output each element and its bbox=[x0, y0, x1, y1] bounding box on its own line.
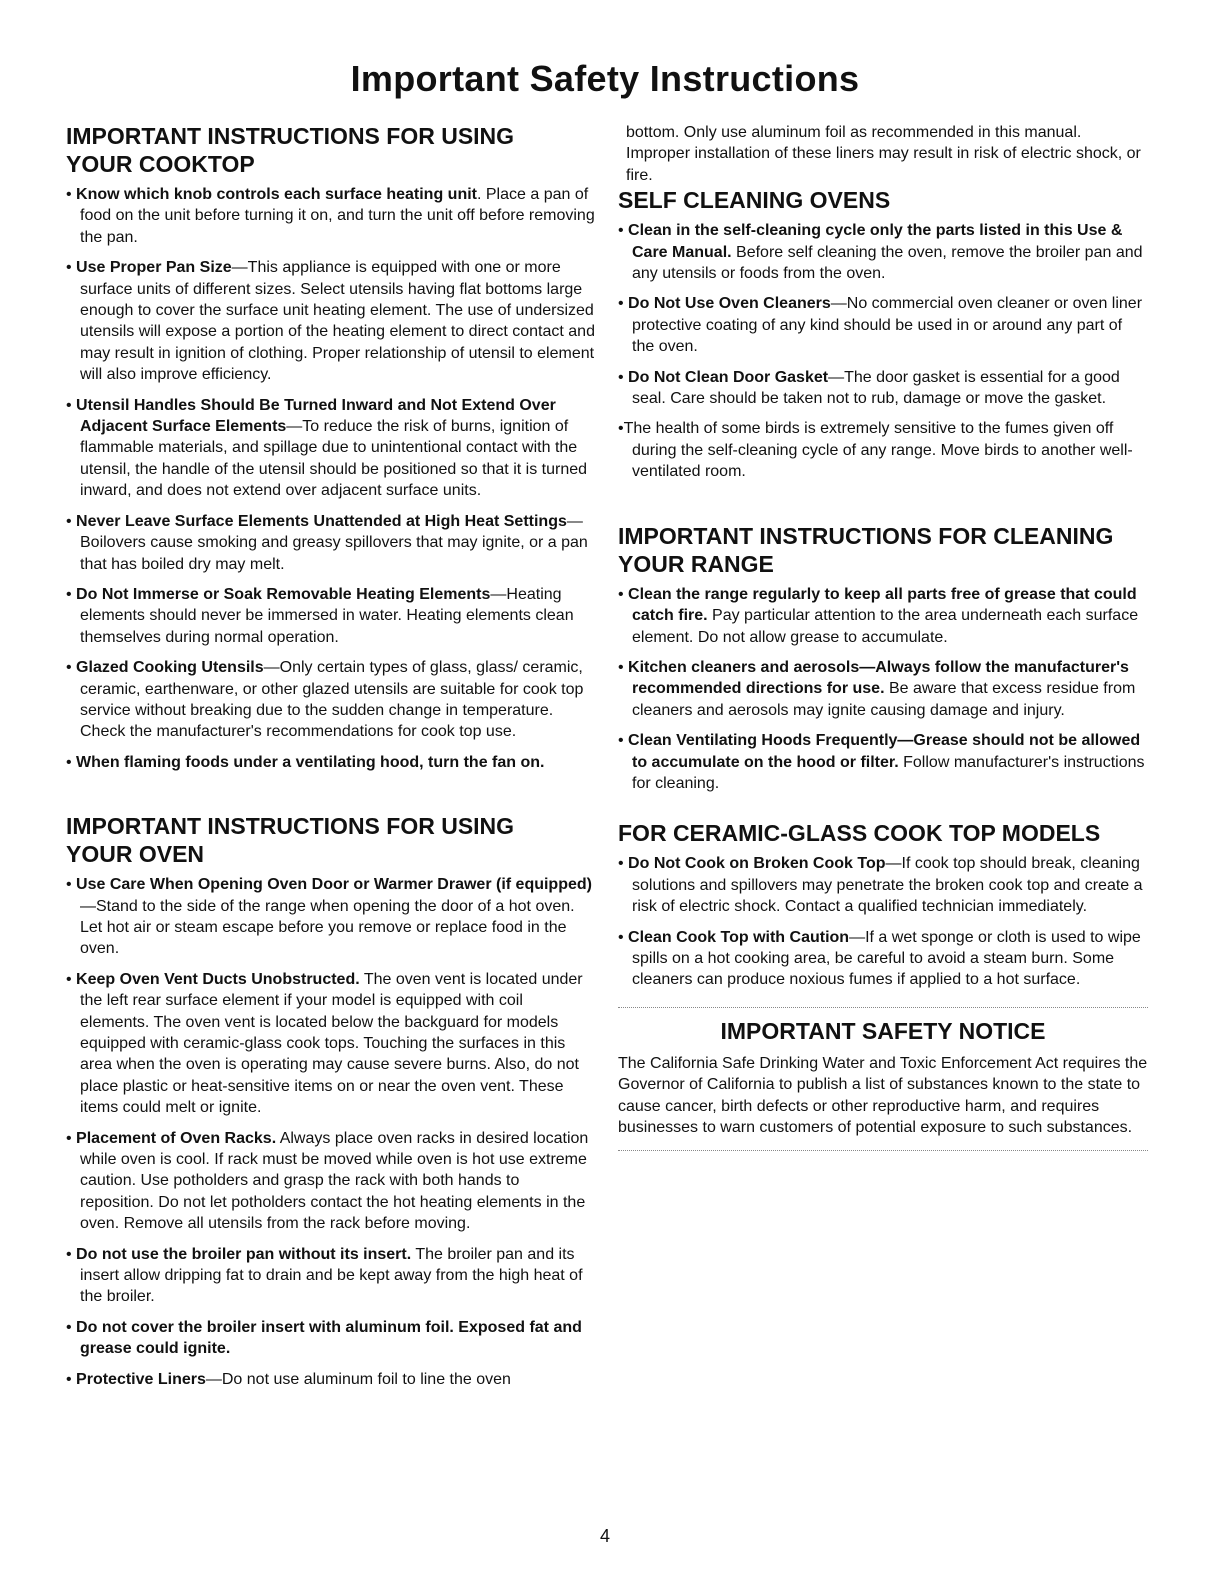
list-item-bold: Keep Oven Vent Ducts Unobstructed. bbox=[76, 970, 360, 988]
list-item-text: The broiler pan and its insert allow dripping fat to drain and be kept away from the high heat of the broiler. bbox=[80, 1245, 583, 1306]
cleaning-list bbox=[618, 584, 1148, 795]
list-item-text: —This appliance is equipped with one or more surface units of different sizes. Select utensils having flat bottoms large enough to cover the surface unit heating element. The use of undersized utensils will expose a portion of the heating element to direct contact and may result in ignition of clothing. Proper relationship of utensil to element will also improve efficiency. bbox=[80, 259, 595, 384]
list-item-bold: Clean Ventilating Hoods Frequently—Grease should not be allowed to accumulate on the hood or filter. bbox=[628, 732, 1141, 771]
list-item-bold: Placement of Oven Racks. bbox=[76, 1129, 277, 1147]
list-item-text: Pay particular attention to the area underneath each surface element. Do not allow grease to accumulate. bbox=[632, 607, 1139, 646]
list-item-bold: Do not cover the broiler insert with aluminum foil. Exposed fat and grease could ignite. bbox=[76, 1318, 582, 1358]
list-item-bold: Do Not Immerse or Soak Removable Heating Elements bbox=[76, 585, 491, 603]
list-item-bold: Use Proper Pan Size bbox=[76, 259, 232, 277]
list-item: • Clean Cook Top with Caution—If a wet sponge or cloth is used to wipe spills on a hot cooking area, be careful to avoid a steam burn. Some cleaners can produce noxious fumes if applied to a hot surface. bbox=[618, 928, 1141, 989]
list-item-text: —Heating elements should never be immersed in water. Heating elements clean themselves during normal operation. bbox=[80, 585, 574, 646]
list-item-bold: Clean in the self-cleaning cycle only the parts listed in this Use & Care Manual. bbox=[628, 222, 1123, 261]
list-item-bold: Protective Liners bbox=[76, 1370, 206, 1388]
list-item: • When flaming foods under a ventilating hood, turn the fan on. bbox=[66, 753, 545, 771]
list-item: • Never Leave Surface Elements Unattended at High Heat Settings—Boilovers cause smoking and greasy spillovers that may ignite, or a pan that has boiled dry may melt. bbox=[66, 512, 588, 573]
list-item: • Glazed Cooking Utensils—Only certain types of glass, glass/ ceramic, ceramic, earthenware, or other glazed utensils are suitable for cook top service without breaking due to the sudden change in temperature. Check the manufacturer's recommendations for cook top use. bbox=[66, 659, 584, 741]
list-item: • Clean Ventilating Hoods Frequently—Grease should not be allowed to accumulate on the hood or filter. Follow manufacturer's instructions for cleaning. bbox=[618, 732, 1145, 792]
list-item: • Protective Liners—Do not use aluminum foil to line the oven bbox=[66, 1370, 511, 1388]
list-item: • Do not cover the broiler insert with aluminum foil. Exposed fat and grease could ignite. bbox=[66, 1318, 582, 1358]
list-item-bold: Utensil Handles Should Be Turned Inward and Not Extend Over Adjacent Surface Elements bbox=[76, 396, 556, 436]
cooktop-list bbox=[66, 184, 596, 773]
cooktop-heading: IMPORTANT INSTRUCTIONS FOR USING YOUR COOKTOP bbox=[66, 123, 515, 177]
list-item-bold: Do Not Use Oven Cleaners bbox=[628, 295, 831, 313]
list-item: • Clean the range regularly to keep all parts free of grease that could catch fire. Pay particular attention to the area underneath each surface element. Do not allow grease to accumulate. bbox=[618, 585, 1139, 646]
list-item: • Use Care When Opening Oven Door or Warmer Drawer (if equipped)—Stand to the side of the range when opening the door of a hot oven. Let hot air or steam escape before you remove or replace food in the oven. bbox=[66, 876, 592, 958]
self-cleaning-heading: SELF CLEANING OVENS bbox=[618, 187, 891, 214]
list-item-text: —Only certain types of glass, glass/ ceramic, ceramic, earthenware, or other glazed utensils are suitable for cook top service without breaking due to the sudden change in temperature. Check the manufacturer's recommendations for cook top use. bbox=[80, 659, 584, 741]
list-item-bold: Clean Cook Top with Caution bbox=[628, 928, 850, 946]
list-item-text: —Boilovers cause smoking and greasy spillovers that may ignite, or a pan that has boiled dry may melt. bbox=[80, 512, 588, 573]
list-item-bold: Do Not Cook on Broken Cook Top bbox=[628, 855, 886, 873]
list-item-bold: When flaming foods under a ventilating hood, turn the fan on. bbox=[76, 753, 545, 771]
list-item-text: —To reduce the risk of burns, ignition of flammable materials, and spillage due to unintentional contact with the utensil, the handle of the utensil should be positioned so that it is turned inward, and does not extend over adjacent surface units. bbox=[80, 418, 588, 500]
list-item-bold: Know which knob controls each surface heating unit bbox=[76, 186, 477, 203]
list-item-text: . Place a pan of food on the unit before turning it on, and turn the unit off before removing the pan. bbox=[80, 186, 595, 246]
oven-heading: IMPORTANT INSTRUCTIONS FOR USING YOUR OVEN bbox=[66, 813, 515, 868]
page-number: 4 bbox=[599, 1526, 610, 1546]
list-item-text: Follow manufacturer's instructions for cleaning. bbox=[632, 753, 1145, 792]
list-item-text: —Do not use aluminum foil to line the oven bbox=[205, 1370, 511, 1388]
right-column bbox=[618, 122, 1148, 1151]
list-item: • Placement of Oven Racks. Always place oven racks in desired location while oven is cool. If rack must be moved while oven is hot use extreme caution. Use potholders and grasp the rack with both hands to reposition. Do not let potholders contact the hot heating elements in the oven. Remove all utensils from the rack before moving. bbox=[66, 1129, 589, 1233]
safety-notice-text: The California Safe Drinking Water and Toxic Enforcement Act requires the Governor of California to publish a list of substances known to the state to cause cancer, birth defects or other reproductive harm, and requires businesses to warn customers of potential exposure to such substances. bbox=[618, 1054, 1148, 1136]
list-item: • Clean in the self-cleaning cycle only the parts listed in this Use & Care Manual. Before self cleaning the oven, remove the broiler pan and any utensils or foods from the oven. bbox=[618, 222, 1143, 283]
list-item: • Keep Oven Vent Ducts Unobstructed. The oven vent is located under the left rear surface element if your model is equipped with coil elements. The oven vent is located below the backguard for models equipped with ceramic-glass cook tops. Touching the surfaces in this area when the oven is operating may cause severe burns. Also, do not place plastic or heat-sensitive items on or near the oven vent. These items could melt or ignite. bbox=[66, 970, 583, 1117]
list-item-bold: Never Leave Surface Elements Unattended at High Heat Settings bbox=[76, 512, 567, 530]
list-item-text: —No commercial oven cleaner or oven liner protective coating of any kind should be used in or around any part of the oven. bbox=[632, 295, 1143, 356]
list-item: • Do Not Use Oven Cleaners—No commercial oven cleaner or oven liner protective coating of any kind should be used in or around any part of the oven. bbox=[618, 295, 1143, 356]
list-item-bold: Glazed Cooking Utensils bbox=[76, 659, 264, 677]
list-item: • Do Not Clean Door Gasket—The door gasket is essential for a good seal. Care should be taken not to rub, damage or move the gasket. bbox=[618, 368, 1120, 408]
safety-notice-box bbox=[618, 1007, 1148, 1152]
list-item-text: Before self cleaning the oven, remove the broiler pan and any utensils or foods from the oven. bbox=[632, 243, 1143, 283]
list-item-text: —The door gasket is essential for a good seal. Care should be taken not to rub, damage or move the gasket. bbox=[632, 368, 1120, 408]
safety-notice-heading: IMPORTANT SAFETY NOTICE bbox=[720, 1017, 1046, 1044]
list-item-bold: Clean the range regularly to keep all parts free of grease that could catch fire. bbox=[628, 585, 1137, 625]
self-cleaning-list bbox=[618, 220, 1148, 409]
list-item-bold: Do not use the broiler pan without its insert. bbox=[76, 1245, 412, 1263]
list-item: • Do not use the broiler pan without its insert. The broiler pan and its insert allow dripping fat to drain and be kept away from the high heat of the broiler. bbox=[66, 1245, 583, 1306]
ceramic-heading: FOR CERAMIC-GLASS COOK TOP MODELS bbox=[618, 820, 1101, 847]
list-item-bold: Do Not Clean Door Gasket bbox=[628, 368, 829, 386]
ceramic-list bbox=[618, 853, 1148, 990]
list-item-text: —If cook top should break, cleaning solutions and spillovers may penetrate the broken cook top and create a risk of electric shock. Contact a qualified technician immediately. bbox=[632, 855, 1143, 916]
list-item-text: —If a wet sponge or cloth is used to wipe spills on a hot cooking area, be careful to avoid a steam burn. Some cleaners can produce noxious fumes if applied to a hot surface. bbox=[632, 928, 1141, 989]
list-item-bold: Kitchen cleaners and aerosols—Always follow the manufacturer's recommended directions for use. bbox=[628, 658, 1129, 698]
birds-note-text: The health of some birds is extremely sensitive to the fumes given off during the self-cleaning cycle of any range. Move birds to another well-ventilated room. bbox=[623, 420, 1133, 481]
list-item: • Kitchen cleaners and aerosols—Always follow the manufacturer's recommended directions for use. Be aware that excess residue from cleaners and aerosols may ignite causing damage and injury. bbox=[618, 658, 1136, 719]
oven-continued-text: bottom. Only use aluminum foil as recommended in this manual. Improper installation of these liners may result in risk of electric shock, or fire. bbox=[626, 124, 1141, 184]
cleaning-heading: IMPORTANT INSTRUCTIONS FOR CLEANING YOUR RANGE bbox=[618, 522, 1114, 577]
list-item: • Use Proper Pan Size—This appliance is equipped with one or more surface units of different sizes. Select utensils having flat bottoms large enough to cover the surface unit heating element. The use of undersized utensils will expose a portion of the heating element to direct contact and may result in ignition of clothing. Proper relationship of utensil to element will also improve efficiency. bbox=[66, 259, 595, 384]
birds-note: •The health of some birds is extremely sensitive to the fumes given off during the self-cleaning cycle of any range. Move birds to another well-ventilated room. bbox=[618, 420, 1133, 481]
list-item-text: Always place oven racks in desired location while oven is cool. If rack must be moved while oven is hot use extreme caution. Use potholders and grasp the rack with both hands to reposition. Do not let potholders contact the hot heating elements in the oven. Remove all utensils from the rack before moving. bbox=[80, 1129, 589, 1233]
list-item: • Do Not Immerse or Soak Removable Heating Elements—Heating elements should never be immersed in water. Heating elements clean themselves during normal operation. bbox=[66, 585, 574, 646]
list-item-text: —Stand to the side of the range when opening the door of a hot oven. Let hot air or steam escape before you remove or replace food in the oven. bbox=[80, 897, 575, 958]
page-title: Important Safety Instructions bbox=[350, 58, 860, 99]
list-item-text: The oven vent is located under the left rear surface element if your model is equipped with coil elements. The oven vent is located below the backguard for models equipped with ceramic-glass cook tops. Touching the surfaces in this area when the oven is operating may cause severe burns. Also, do not place plastic or heat-sensitive items on or near the oven vent. These items could melt or ignite. bbox=[80, 970, 583, 1117]
oven-list bbox=[66, 874, 596, 1390]
list-item-bold: Use Care When Opening Oven Door or Warmer Drawer (if equipped) bbox=[76, 876, 592, 894]
list-item-text: Be aware that excess residue from cleaners and aerosols may ignite causing damage and injury. bbox=[632, 680, 1136, 719]
list-item: • Do Not Cook on Broken Cook Top—If cook top should break, cleaning solutions and spillovers may penetrate the broken cook top and create a risk of electric shock. Contact a qualified technician immediately. bbox=[618, 855, 1143, 916]
left-column bbox=[66, 122, 596, 1399]
list-item: • Utensil Handles Should Be Turned Inward and Not Extend Over Adjacent Surface Elements—To reduce the risk of burns, ignition of flammable materials, and spillage due to unintentional contact with the utensil, the handle of the utensil should be positioned so that it is turned inward, and does not extend over adjacent surface units. bbox=[66, 396, 588, 500]
list-item: • Know which knob controls each surface heating unit. Place a pan of food on the unit before turning it on, and turn the unit off before removing the pan. bbox=[66, 186, 595, 246]
